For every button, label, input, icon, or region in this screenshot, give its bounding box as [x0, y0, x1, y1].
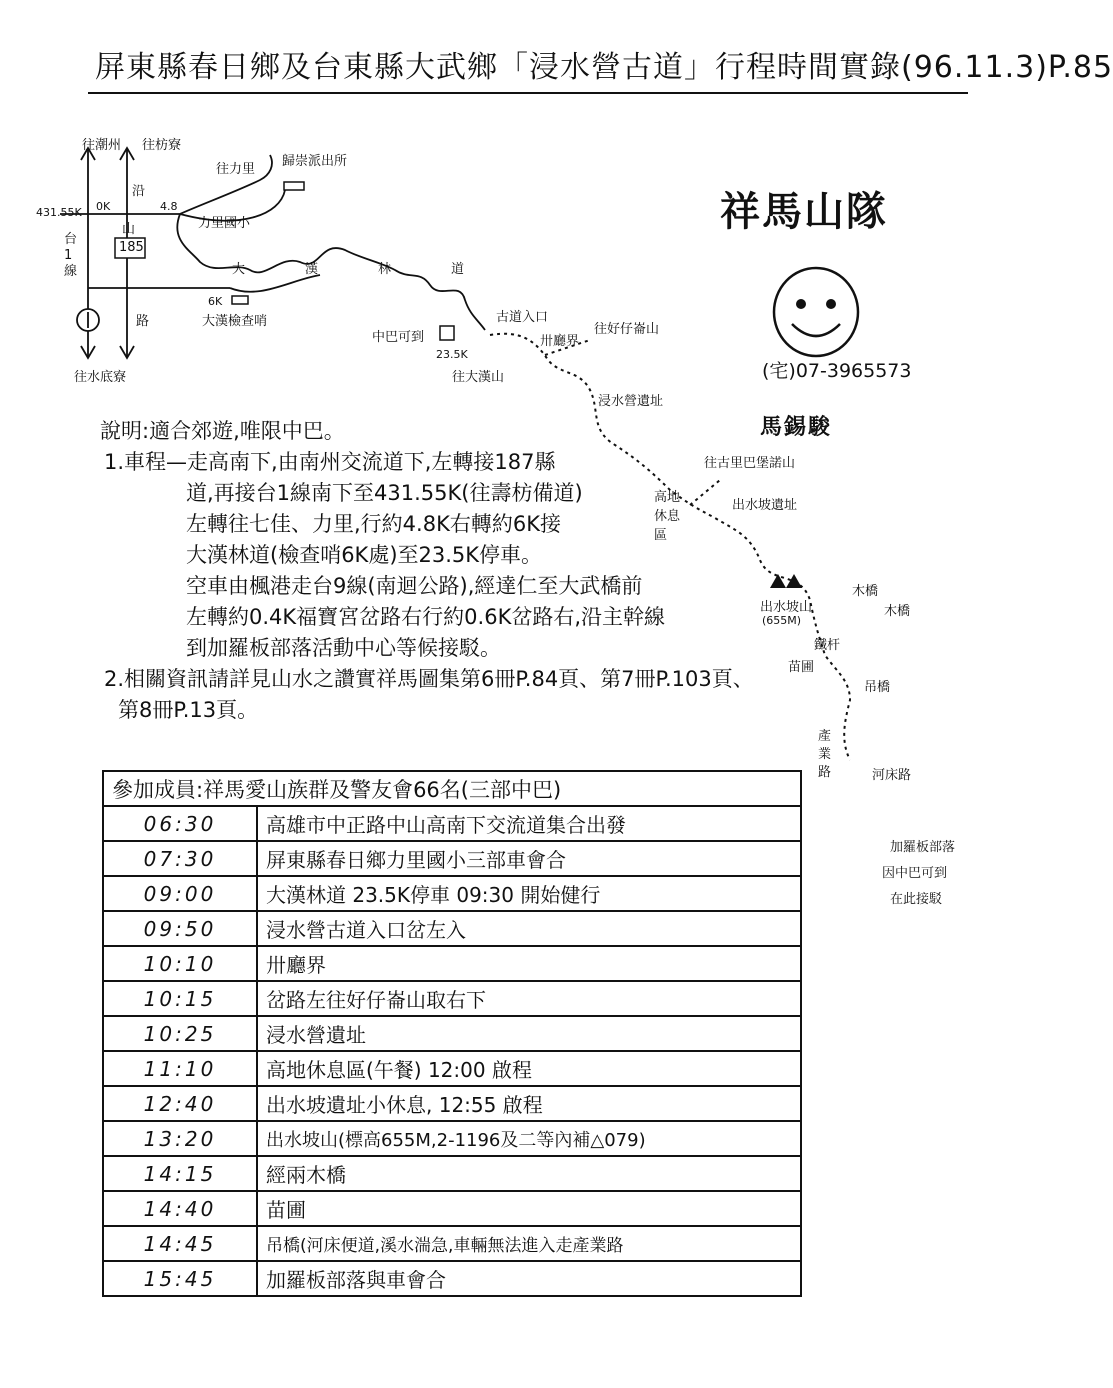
schedule-desc: 浸水營古道入口岔左入 — [257, 911, 801, 946]
schedule-header: 參加成員:祥馬愛山族群及警友會66名(三部中巴) — [103, 771, 801, 806]
label-jialaban-2: 因中巴可到 — [882, 866, 948, 881]
label-wood-bridge-2: 木橋 — [884, 604, 911, 619]
label-km-431: 431.55K — [36, 206, 82, 219]
table-row — [103, 806, 801, 841]
notes-line: 說明:適合郊遊,唯限中巴。 — [100, 419, 345, 443]
schedule-desc: 出水坡山(標高655M,2-1196及二等內補△079) — [257, 1121, 801, 1156]
label-to-haozishan: 往好仔崙山 — [594, 322, 660, 337]
label-to-fangliao: 往枋寮 — [142, 138, 182, 153]
schedule-time: 11:10 — [103, 1051, 257, 1086]
label-lu: 路 — [136, 314, 150, 329]
label-chushuipo-ruins: 出水坡遺址 — [732, 498, 798, 513]
table-row — [103, 1261, 801, 1296]
table-row — [103, 911, 801, 946]
label-highway-1: 台1線 — [64, 232, 78, 279]
schedule-desc: 屏東縣春日鄉力里國小三部車會合 — [257, 841, 801, 876]
schedule-time: 14:15 — [103, 1156, 257, 1191]
schedule-desc: 浸水營遺址 — [257, 1016, 801, 1051]
table-row — [103, 1086, 801, 1121]
label-jialaban-3: 在此接駁 — [890, 892, 943, 907]
table-row — [103, 1051, 801, 1086]
label-jinshuiying-ruins: 浸水營遺址 — [598, 394, 664, 409]
table-row — [103, 841, 801, 876]
schedule-desc: 出水坡遺址小休息, 12:55 啟程 — [257, 1086, 801, 1121]
label-km-0: 0K — [96, 200, 111, 213]
schedule-time: 09:00 — [103, 876, 257, 911]
label-riverbed-road: 河床路 — [872, 768, 912, 783]
schedule-desc: 岔路左往好仔崙山取右下 — [257, 981, 801, 1016]
notes-line: 道,再接台1線南下至431.55K(往壽枋備道) — [186, 481, 583, 505]
club-logo-text: 祥馬山隊 — [720, 189, 888, 235]
label-suspension-bridge: 吊橋 — [864, 680, 891, 695]
label-dahan-checkpoint: 大漢檢查哨 — [202, 314, 268, 329]
notes-line: 空車由楓港走台9線(南迴公路),經達仁至大武橋前 — [186, 574, 643, 598]
label-jialaban-1: 加羅板部落 — [890, 840, 956, 855]
schedule-desc: 高地休息區(午餐) 12:00 啟程 — [257, 1051, 801, 1086]
label-route-185: 185 — [119, 240, 144, 255]
notes-line: 1.車程—走高南下,由南州交流道下,左轉接187縣 — [104, 450, 556, 474]
label-to-gubaduan: 往古里巴堡諾山 — [704, 456, 796, 471]
page-title: 屏東縣春日鄉及台東縣大武鄉「浸水營古道」行程時間實錄(96.11.3)P.85 — [95, 50, 1113, 85]
notes-line: 左轉往七佳、力里,行約4.8K右轉約6K接 — [186, 512, 561, 536]
label-to-chaozhou: 往潮州 — [82, 138, 122, 153]
table-row — [103, 1016, 801, 1051]
label-zhongba-park: 中巴可到 — [372, 330, 425, 345]
schedule-time: 12:40 — [103, 1086, 257, 1121]
notes-line: 第8冊P.13頁。 — [118, 698, 259, 722]
schedule-desc: 吊橋(河床便道,溪水湍急,車輛無法進入走產業路 — [257, 1226, 801, 1261]
label-industry-road: 產業路 — [818, 729, 832, 780]
table-row — [103, 946, 801, 981]
schedule-desc: 大漢林道 23.5K停車 09:30 開始健行 — [257, 876, 801, 911]
notes-block — [100, 416, 754, 726]
schedule-desc: 高雄市中正路中山高南下交流道集合出發 — [257, 806, 801, 841]
label-highland-rest: 高地休息區 — [654, 490, 681, 543]
label-to-shuidiliao: 往水底寮 — [74, 370, 127, 385]
contact-phone: (宅)07-3965573 — [762, 360, 912, 382]
notes-line: 到加羅板部落活動中心等候接駁。 — [186, 636, 501, 660]
schedule-time: 10:10 — [103, 946, 257, 981]
label-guting-boundary: 卅廳界 — [540, 334, 580, 349]
schedule-time: 14:40 — [103, 1191, 257, 1226]
notes-line: 大漢林道(檢查哨6K處)至23.5K停車。 — [186, 543, 543, 567]
schedule-time: 07:30 — [103, 841, 257, 876]
label-wood-bridge-1: 木橋 — [852, 584, 879, 599]
schedule-table — [102, 770, 802, 1297]
smiley-face-icon — [768, 260, 864, 360]
schedule-time: 10:15 — [103, 981, 257, 1016]
schedule-time: 09:50 — [103, 911, 257, 946]
schedule-time: 13:20 — [103, 1121, 257, 1156]
table-row — [103, 981, 801, 1016]
table-row — [103, 876, 801, 911]
table-row — [103, 1226, 801, 1261]
schedule-header-row — [103, 771, 801, 806]
label-to-lili: 往力里 — [216, 162, 256, 177]
schedule-desc: 卅廳界 — [257, 946, 801, 981]
label-km-4-8: 4.8 — [160, 200, 178, 213]
notes-line: 左轉約0.4K福寶宮岔路右行約0.6K岔路右,沿主幹線 — [186, 605, 666, 629]
label-guigong-station: 歸崇派出所 — [282, 154, 348, 169]
table-row — [103, 1156, 801, 1191]
label-km-6: 6K — [208, 295, 223, 308]
label-chushuipo-mtn: 出水坡山 — [760, 600, 813, 615]
label-forest-road: 大漢林道 — [232, 262, 525, 277]
table-row — [103, 1191, 801, 1226]
schedule-desc: 經兩木橋 — [257, 1156, 801, 1191]
schedule-time: 15:45 — [103, 1261, 257, 1296]
schedule-time: 14:45 — [103, 1226, 257, 1261]
label-trail-entrance: 古道入口 — [496, 310, 549, 325]
schedule-time: 10:25 — [103, 1016, 257, 1051]
schedule-desc: 加羅板部落與車會合 — [257, 1261, 801, 1296]
table-row — [103, 1121, 801, 1156]
notes-line: 2.相關資訊請詳見山水之讚實祥馬圖集第6冊P.84頁、第7冊P.103頁、 — [104, 667, 754, 691]
contact-name: 馬錫駿 — [760, 415, 833, 440]
label-miaopu: 苗圃 — [788, 660, 815, 675]
label-km-23-5: 23.5K — [436, 348, 468, 361]
schedule-time: 06:30 — [103, 806, 257, 841]
label-elev-655: (655M) — [762, 614, 802, 627]
label-yan: 沿 — [132, 184, 146, 199]
label-shan: 山 — [122, 222, 136, 237]
label-iron-house: 鐵杆 — [814, 638, 841, 653]
schedule-desc: 苗圃 — [257, 1191, 801, 1226]
label-lili-school: 力里國小 — [198, 216, 251, 231]
label-to-dahanshan: 往大漢山 — [452, 370, 505, 385]
